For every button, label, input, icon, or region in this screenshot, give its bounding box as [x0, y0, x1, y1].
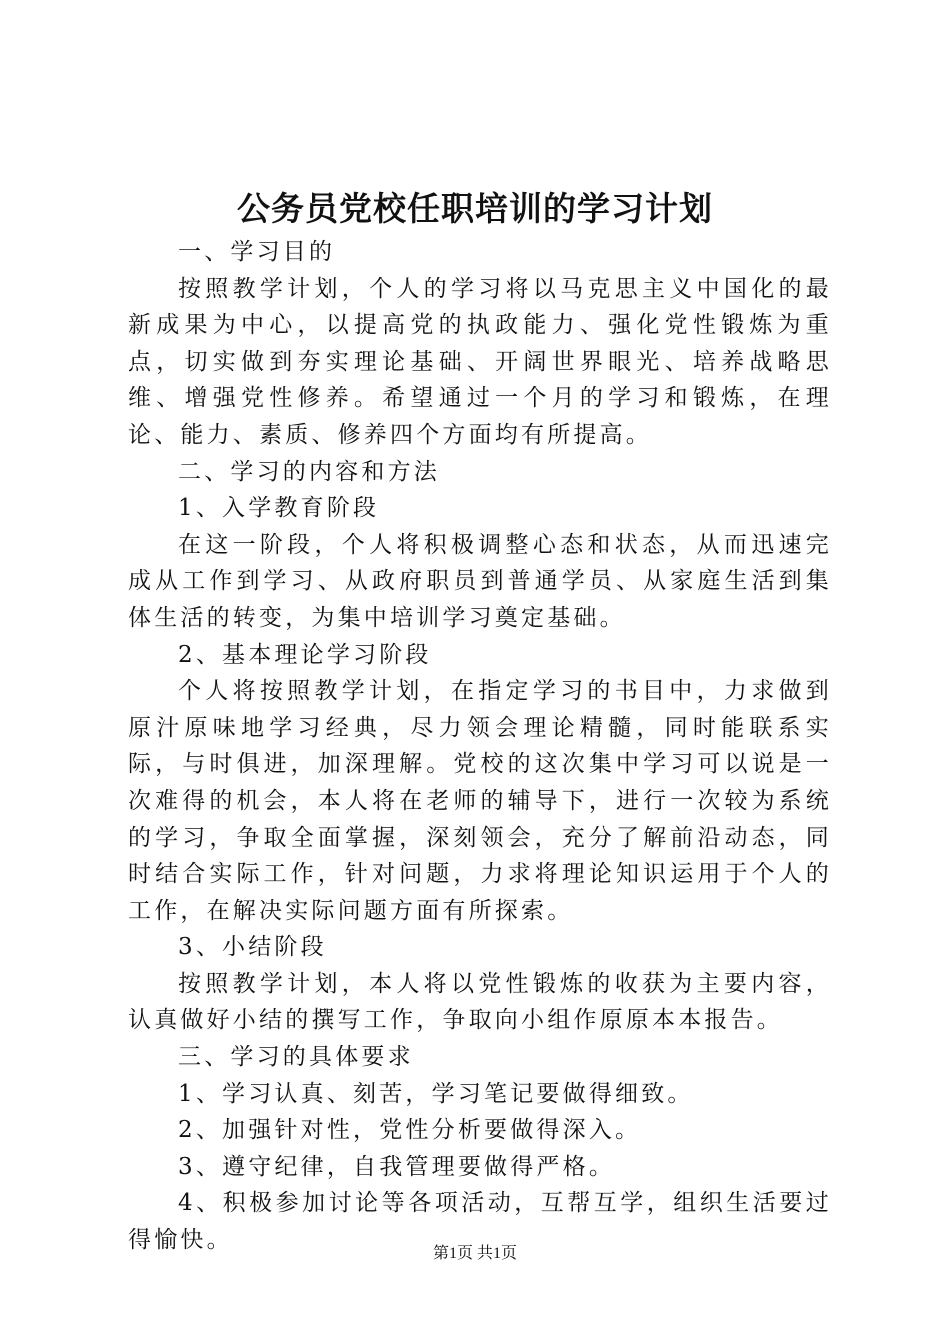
- subheading-theory-stage: 2、基本理论学习阶段: [178, 641, 432, 668]
- paragraph-summary-stage: 按照教学计划，本人将以党性锻炼的收获为主要内容，认真做好小结的撰写工作，争取向小组作原原本本报告。: [128, 970, 832, 1034]
- section-heading-purpose: 一、学习目的: [178, 239, 336, 265]
- subheading-orientation-stage: 1、入学教育阶段: [178, 495, 380, 522]
- document-body: [128, 234, 832, 1259]
- requirement-item-2: 2、加强针对性，党性分析要做得深入。: [178, 1117, 642, 1144]
- paragraph-orientation-stage: 在这一阶段，个人将积极调整心态和状态，从而迅速完成从工作到学习、从政府职员到普通学员、从家庭生活到集体生活的转变，为集中培训学习奠定基础。: [128, 531, 832, 631]
- section-heading-content-method: 二、学习的内容和方法: [178, 458, 440, 485]
- requirement-item-1: 1、学习认真、刻苦，学习笔记要做得细致。: [178, 1080, 694, 1107]
- section-heading-requirements: 三、学习的具体要求: [178, 1044, 414, 1071]
- paragraph-theory-stage: 个人将按照教学计划，在指定学习的书目中，力求做到原汁原味地学习经典，尽力领会理论精髓，同时能联系实际，与时俱进，加深理解。党校的这次集中学习可以说是一次难得的机会，本人将在老师的辅导下，进行一次较为系统的学习，争取全面掌握，深刻领会，充分了解前沿动态，同时结合实际工作，针对问题，力求将理论知识运用于个人的工作，在解决实际问题方面有所探索。: [128, 678, 832, 924]
- page-number-footer: 第1页 共1页: [432, 1245, 517, 1262]
- document-title: 公务员党校任职培训的学习计划: [237, 189, 713, 228]
- requirement-item-4: 4、积极参加讨论等各项活动，互帮互学，组织生活要过得愉快。: [128, 1190, 832, 1254]
- paragraph-purpose: 按照教学计划，个人的学习将以马克思主义中国化的最新成果为中心，以提高党的执政能力、强化党性锻炼为重点，切实做到夯实理论基础、开阔世界眼光、培养战略思维、增强党性修养。希望通过一个月的学习和锻炼，在理论、能力、素质、修养四个方面均有所提高。: [128, 275, 832, 448]
- subheading-summary-stage: 3、小结阶段: [178, 934, 327, 961]
- requirement-item-3: 3、遵守纪律，自我管理要做得严格。: [178, 1153, 616, 1180]
